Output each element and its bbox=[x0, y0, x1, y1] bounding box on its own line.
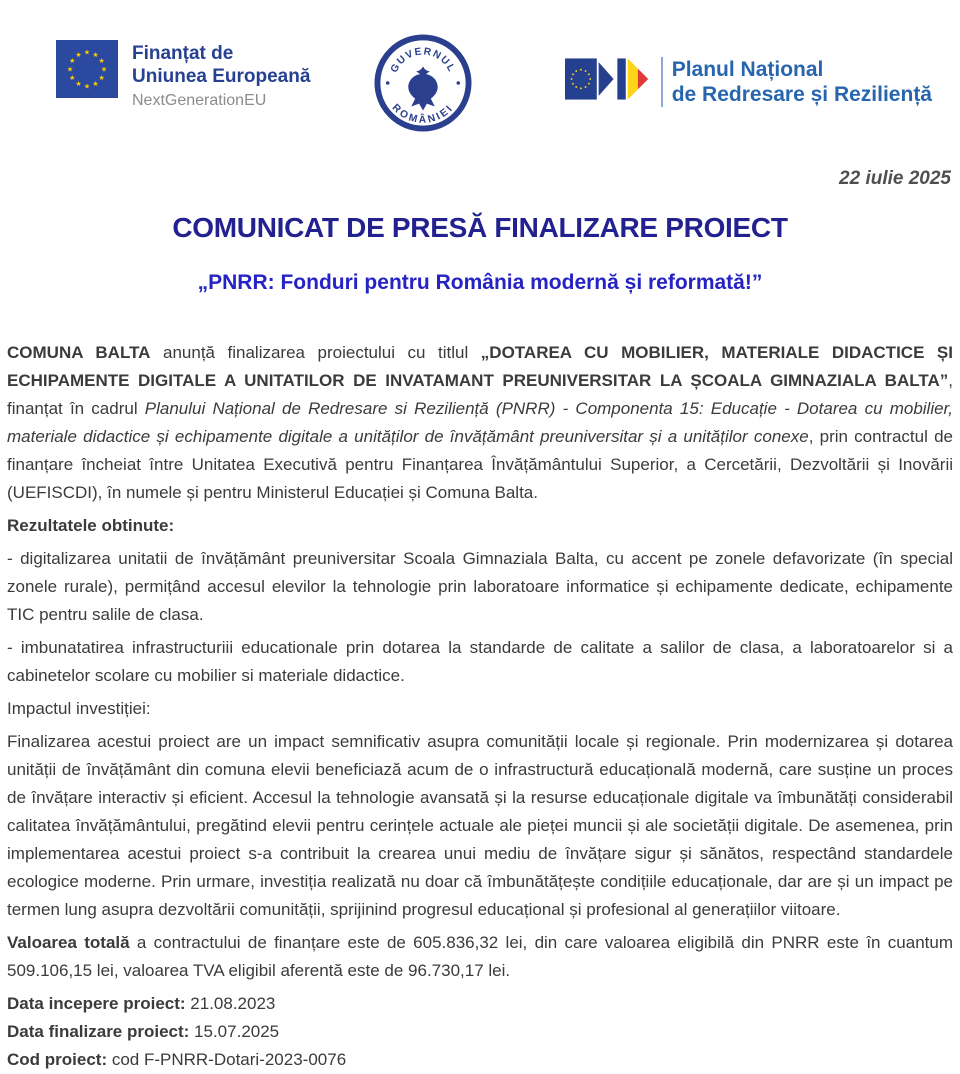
svg-text:★: ★ bbox=[66, 65, 74, 74]
pnrr-logo-line1: Planul Național bbox=[671, 57, 824, 81]
pnrr-logo bbox=[565, 48, 932, 115]
project-code-line bbox=[7, 1046, 953, 1074]
eu-funding-text bbox=[132, 40, 310, 111]
start-date-value: 21.08.2023 bbox=[185, 994, 276, 1013]
intro-text-1: anunță finalizarea proiectului cu titlul bbox=[150, 343, 481, 362]
program-name: Planului Național de Redresare si Reziliență (PNRR) - Componenta 15: Educație - Dotarea cu mobilier, materiale didactice și echipamente digitale a unităților de învățământ preuniversitar și a unităților conexe bbox=[7, 399, 953, 446]
page-title: COMUNICAT DE PRESĂ FINALIZARE PROIECT bbox=[172, 212, 788, 243]
project-code-label: Cod proiect: bbox=[7, 1050, 108, 1069]
logo-header bbox=[0, 0, 960, 144]
svg-text:★: ★ bbox=[100, 65, 108, 74]
svg-text:★: ★ bbox=[98, 74, 105, 82]
svg-text:★: ★ bbox=[69, 74, 76, 82]
eu-funding-logo bbox=[56, 40, 310, 111]
coat-of-arms-eagle bbox=[408, 66, 437, 110]
document-body bbox=[0, 339, 960, 1074]
svg-text:★: ★ bbox=[75, 80, 82, 89]
pnrr-arrows-icon bbox=[565, 48, 651, 115]
impact-heading: Impactul investiției: bbox=[7, 699, 151, 718]
svg-text:★: ★ bbox=[83, 82, 91, 91]
seal-arc-bottom-text: ROMÂNIEI bbox=[389, 102, 456, 126]
start-date-line bbox=[7, 990, 953, 1018]
result-item-2: - imbunatatirea infrastructuriii educationale prin dotarea la standarde de calitate a salilor de clasa, a laboratoarelor si a cabinetelor scolare cu mobilier si materiale didactice. bbox=[7, 638, 953, 685]
results-heading: Rezultatele obtinute: bbox=[7, 516, 175, 535]
pnrr-logo-text bbox=[661, 57, 932, 107]
svg-text:★: ★ bbox=[75, 50, 82, 59]
svg-text:★: ★ bbox=[83, 48, 91, 57]
total-value-label: Valoarea totală bbox=[7, 933, 130, 952]
end-date-label: Data finalizare proiect: bbox=[7, 1022, 190, 1041]
start-date-label: Data incepere proiect: bbox=[7, 994, 186, 1013]
page-subtitle: „PNRR: Fonduri pentru România modernă și reformată!” bbox=[197, 271, 763, 294]
intro-text-3: , prin contractul de finanțare încheiat între Unitatea Executivă pentru Finanțarea Învățământului Superior, a Cercetării, Dezvoltării și Inovării (UEFISCDI), în numele și pentru Ministerul Educației și Comuna Balta. bbox=[7, 427, 953, 502]
end-date-value: 15.07.2025 bbox=[189, 1022, 280, 1041]
eu-funding-line1: Finanțat de bbox=[132, 43, 234, 64]
eu-flag-icon bbox=[56, 40, 118, 103]
project-title: „DOTAREA CU MOBILIER, MATERIALE DIDACTICE ȘI ECHIPAMENTE DIGITALE A UNITATILOR DE INVATAMANT PREUNIVERSITAR LA ȘCOALA GIMNAZIALA BALTA” bbox=[7, 343, 953, 390]
romanian-government-seal-icon bbox=[374, 34, 472, 137]
total-value-text: a contractului de finanțare este de 605.836,32 lei, din care valoarea eligibilă din PNRR este în cuantum 509.106,15 lei, valoarea TVA eligibil aferentă este de 96.730,17 lei. bbox=[7, 933, 953, 980]
intro-text-2: , finanțat în cadrul bbox=[7, 371, 953, 418]
svg-text:★: ★ bbox=[92, 50, 99, 59]
end-date-line bbox=[7, 1018, 953, 1046]
result-item-1: - digitalizarea unitatii de învățământ preuniversitar Scoala Gimnaziala Balta, cu accent pe zonele defavorizate (în special zonele rurale), permițând accesul elevilor la tehnologie prin laboratoare informatice și echipamente dedicate, echipamente TIC pentru salile de clasa. bbox=[7, 549, 953, 624]
impact-paragraph: Finalizarea acestui proiect are un impact semnificativ asupra comunității locale și regionale. Prin modernizarea și dotarea unității de învățământ din comuna elevii beneficiază acum de o infrastructură educațională modernă, care susține un proces de învățare interactiv și eficient. Accesul la tehnologie avansată și la resurse educaționale digitale va îmbunătăți considerabil calitatea învățământului, pregătind elevii pentru cerințele actuale ale pieței muncii și ale societății digitale. De asemenea, prin implementarea acestui proiect s-a contribuit la crearea unui mediu de învățare sigur și sănătos, respectând standardele ecologice moderne. Prin urmare, investiția realizată nu doar că îmbunătățește condițiile educaționale, dar are și un impact pe termen lung asupra dezvoltării comunității, sprijinind progresul educațional și profesional al generațiilor viitoare. bbox=[7, 732, 953, 919]
beneficiary-name: COMUNA BALTA bbox=[7, 343, 151, 362]
project-code-value: cod F-PNRR-Dotari-2023-0076 bbox=[107, 1050, 347, 1069]
svg-text:★: ★ bbox=[98, 57, 105, 65]
eu-funding-line2: Uniunea Europeană bbox=[132, 66, 311, 87]
nextgeneration-eu-label: NextGenerationEU bbox=[132, 92, 267, 109]
svg-text:★: ★ bbox=[69, 57, 76, 65]
document-date: 22 iulie 2025 bbox=[839, 168, 951, 189]
seal-arc-top-text: GUVERNUL bbox=[388, 46, 457, 75]
intro-paragraph bbox=[7, 339, 953, 507]
svg-text:★: ★ bbox=[92, 80, 99, 89]
total-value-paragraph bbox=[7, 929, 953, 985]
pnrr-logo-line2: de Redresare și Reziliență bbox=[671, 82, 932, 106]
